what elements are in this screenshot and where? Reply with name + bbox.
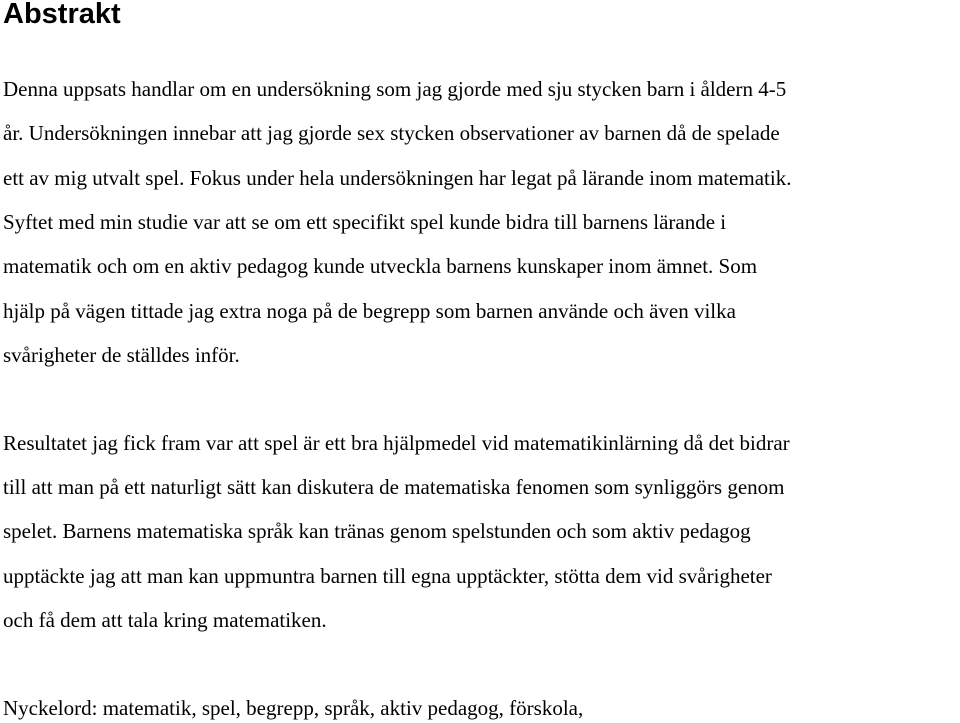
paragraph-line: Denna uppsats handlar om en undersökning som jag gjorde med sju stycken barn i åldern 4-5 — [3, 77, 787, 101]
paragraph-line: upptäckte jag att man kan uppmuntra barnen till egna upptäckter, stötta dem vid svårigheter — [3, 564, 772, 588]
paragraph-line: spelet. Barnens matematiska språk kan tränas genom spelstunden och som aktiv pedagog — [3, 519, 751, 543]
paragraph-line: och få dem att tala kring matematiken. — [3, 608, 327, 632]
keywords-line: Nyckelord: matematik, spel, begrepp, språk, aktiv pedagog, förskola, — [3, 696, 584, 720]
paragraph-line: till att man på ett naturligt sätt kan diskutera de matematiska fenomen som synliggörs genom — [3, 475, 785, 499]
page-title: Abstrakt — [3, 0, 121, 30]
paragraph-line: svårigheter de ställdes inför. — [3, 343, 240, 367]
paragraph-line: Syftet med min studie var att se om ett specifikt spel kunde bidra till barnens lärande i — [3, 210, 727, 234]
paragraph-line: år. Undersökningen innebar att jag gjorde sex stycken observationer av barnen då de spelade — [3, 121, 780, 145]
paragraph-line: matematik och om en aktiv pedagog kunde utveckla barnens kunskaper inom ämnet. Som — [3, 254, 758, 278]
paragraph-line: ett av mig utvalt spel. Fokus under hela undersökningen har legat på lärande inom matematik. — [3, 166, 792, 190]
paragraph-line: hjälp på vägen tittade jag extra noga på de begrepp som barnen använde och även vilka — [3, 299, 736, 323]
paragraph-line: Resultatet jag fick fram var att spel är ett bra hjälpmedel vid matematikinlärning då det bidrar — [3, 431, 790, 455]
